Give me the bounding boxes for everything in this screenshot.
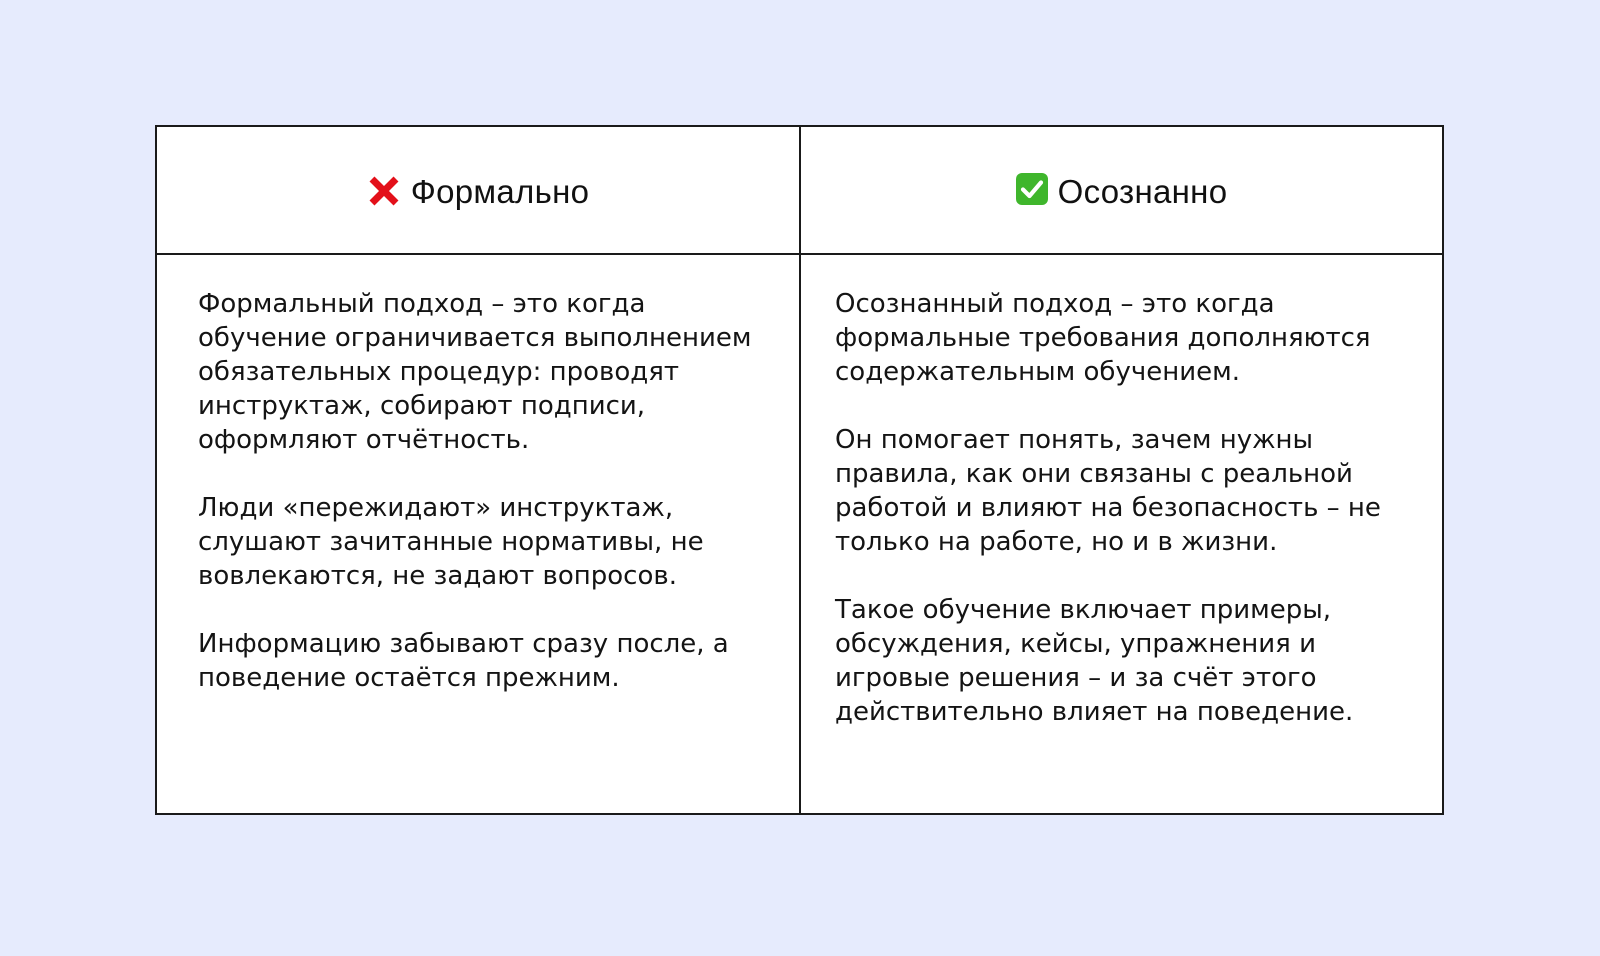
header-conscious: [801, 127, 1442, 253]
formal-paragraph-3: Информацию забывают сразу после, а поведение остаётся прежним.: [198, 629, 729, 693]
header-formal-title: Формально: [410, 173, 590, 210]
cross-mark-icon: [367, 174, 401, 208]
formal-paragraph-1: Формальный подход – это когда обучение ограничивается выполнением обязательных процедур: проводят инструктаж, собирают подписи, оформляют отчётность.: [198, 289, 752, 455]
conscious-description: [835, 287, 1420, 763]
conscious-paragraph-2: Он помогает понять, зачем нужны правила, как они связаны с реальной работой и влияют на безопасность – не только на работе, но и в жизни.: [835, 425, 1381, 557]
formal-description: [198, 287, 758, 729]
header-divider: [157, 253, 1442, 255]
header-formal: [157, 127, 799, 253]
header-conscious-title: Осознанно: [1057, 173, 1228, 210]
comparison-table: [155, 125, 1444, 815]
conscious-paragraph-1: Осознанный подход – это когда формальные требования дополняются содержательным обучением.: [835, 289, 1371, 387]
check-mark-button-icon: [1016, 173, 1048, 205]
formal-paragraph-2: Люди «пережидают» инструктаж, слушают зачитанные нормативы, не вовлекаются, не задают вопросов.: [198, 493, 704, 591]
conscious-paragraph-3: Такое обучение включает примеры, обсуждения, кейсы, упражнения и игровые решения – и за счёт этого действительно влияет на поведение.: [835, 595, 1354, 727]
